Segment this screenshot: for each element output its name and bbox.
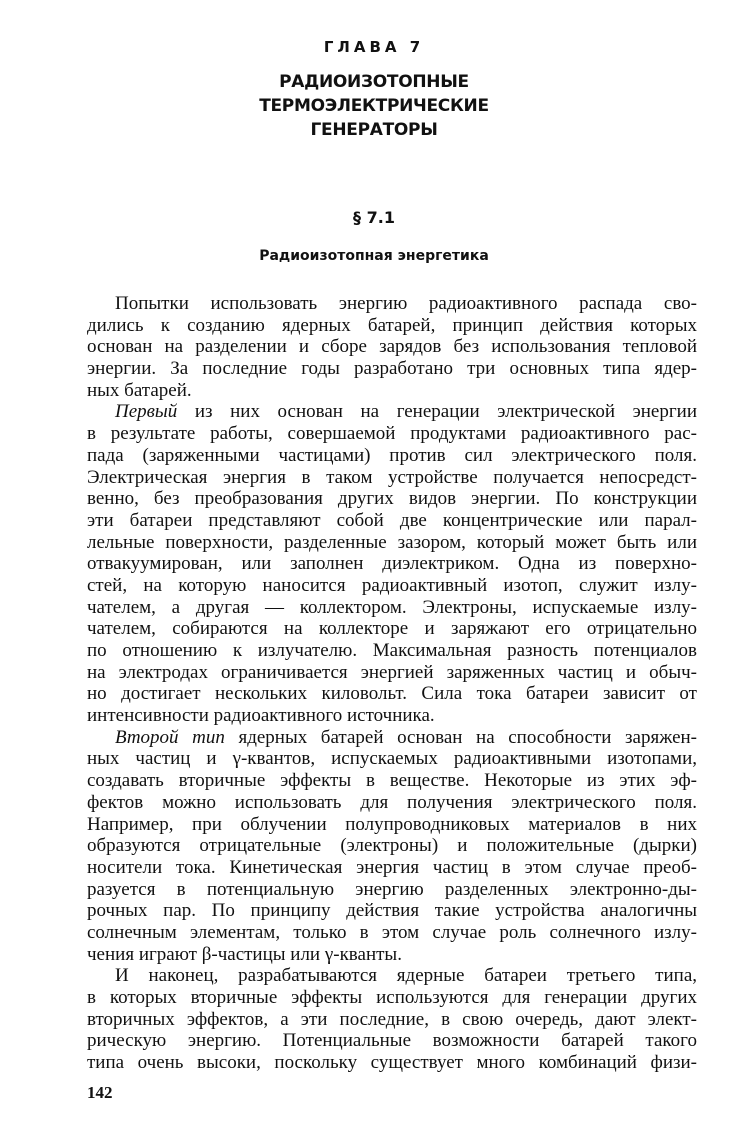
line-text: вторичных эффектов, а эти последние, в свою очередь, дают элект- <box>87 1008 697 1030</box>
text-line <box>87 423 697 445</box>
body-text <box>87 293 697 1074</box>
line-text: носители тока. Кинетическая энергия частиц в этом случае преоб- <box>87 856 697 878</box>
text-line <box>87 965 697 987</box>
italic-term: Первый <box>115 401 178 423</box>
line-text: венно, без преобразования других видов энергии. По конструкции <box>87 488 697 510</box>
line-text: чателем, а другая — коллектором. Электроны, испускаемые излу- <box>87 596 697 618</box>
line-text: типа очень высоки, поскольку существует много комбинаций физи- <box>87 1052 697 1074</box>
line-text: интенсивности радиоактивного источника. <box>87 705 435 727</box>
line-text: стей, на которую наносится радиоактивный изотоп, служит излу- <box>87 574 697 596</box>
text-line <box>87 727 697 749</box>
text-line <box>87 336 697 358</box>
line-text: в результате работы, совершаемой продуктами радиоактивного рас- <box>87 423 697 445</box>
line-text: основан на разделении и сборе зарядов без использования тепловой <box>87 336 697 358</box>
line-text: эти батареи представляют собой две концентрические или парал- <box>87 509 697 531</box>
text-line <box>87 315 697 337</box>
chapter-title-line: РАДИОИЗОТОПНЫЕ <box>279 72 469 92</box>
line-text: ядерных батарей основан на способности заряжен- <box>224 726 698 748</box>
text-line <box>87 748 697 770</box>
line-text: фектов можно использовать для получения электрического поля. <box>87 791 697 813</box>
line-text: Электрическая энергия в таком устройстве получается непосредст- <box>87 466 697 488</box>
line-text: Попытки использовать энергию радиоактивного распада сво- <box>115 293 697 314</box>
text-line <box>87 770 697 792</box>
text-line <box>87 467 697 489</box>
text-line <box>87 380 697 402</box>
chapter-label: ГЛАВА 7 <box>323 38 425 56</box>
text-line <box>87 358 697 380</box>
line-text: на электродах ограничивается энергией заряженных частиц и обыч- <box>87 661 697 683</box>
chapter-title-line: ГЕНЕРАТОРЫ <box>310 120 438 140</box>
line-text: рическую энергию. Потенциальные возможности батарей такого <box>87 1030 697 1052</box>
text-line <box>87 597 697 619</box>
text-line <box>87 553 697 575</box>
line-text: но достигает нескольких киловольт. Сила тока батареи зависит от <box>87 683 697 705</box>
text-line <box>87 900 697 922</box>
text-line <box>87 1052 697 1074</box>
text-line <box>87 510 697 532</box>
text-line <box>87 293 697 315</box>
page-number: 142 <box>87 1083 113 1102</box>
line-text: образуются отрицательные (электроны) и положительные (дырки) <box>87 835 697 857</box>
line-text: создавать вторичные эффекты в веществе. Некоторые из этих эф- <box>87 770 697 792</box>
italic-term: Второй тип <box>115 726 225 748</box>
chapter-title <box>0 70 748 142</box>
line-text: из них основан на генерации электрической энергии <box>177 401 697 423</box>
text-line <box>87 879 697 901</box>
text-line <box>87 662 697 684</box>
line-text: по отношению к излучателю. Максимальная разность потенциалов <box>87 640 697 661</box>
section-number: § 7.1 <box>353 208 395 227</box>
text-line <box>87 618 697 640</box>
text-line <box>87 944 697 966</box>
text-line <box>87 705 697 727</box>
text-line <box>87 792 697 814</box>
line-text: И наконец, разрабатываются ядерные батареи третьего типа, <box>115 965 697 987</box>
text-line <box>87 987 697 1009</box>
line-text: Например, при облучении полупроводниковых материалов в них <box>87 813 697 835</box>
line-text: рочных пар. По принципу действия такие устройства аналогичны <box>87 900 697 922</box>
section-title: Радиоизотопная энергетика <box>259 248 489 264</box>
text-line <box>87 488 697 510</box>
line-text: энергии. За последние годы разработано три основных типа ядер- <box>87 358 697 380</box>
line-text: ных батарей. <box>87 379 192 401</box>
text-line <box>87 401 697 423</box>
line-text: дились к созданию ядерных батарей, принцип действия которых <box>87 314 697 336</box>
text-line <box>87 835 697 857</box>
text-line <box>87 1030 697 1052</box>
line-text: пада (заряженными частицами) против сил электрического поля. <box>87 444 697 466</box>
line-text: солнечным элементам, только в этом случае роль солнечного излу- <box>87 921 697 943</box>
text-line <box>87 857 697 879</box>
text-line <box>87 922 697 944</box>
line-text: разуется в потенциальную энергию разделенных электронно-ды- <box>87 878 697 900</box>
text-line <box>87 683 697 705</box>
line-text: чения играют β-частицы или γ-кванты. <box>87 943 402 965</box>
text-line <box>87 1009 697 1031</box>
line-text: ных частиц и γ-квантов, испускаемых радиоактивными изотопами, <box>87 748 697 770</box>
text-line <box>87 532 697 554</box>
line-text: отвакуумирован, или заполнен диэлектриком. Одна из поверхно- <box>87 553 697 575</box>
text-line <box>87 445 697 467</box>
line-text: лельные поверхности, разделенные зазором, который может быть или <box>87 531 697 553</box>
text-line <box>87 814 697 836</box>
line-text: в которых вторичные эффекты используются для генерации других <box>87 987 697 1008</box>
chapter-title-line: ТЕРМОЭЛЕКТРИЧЕСКИЕ <box>259 96 489 116</box>
text-line <box>87 640 697 662</box>
text-line <box>87 575 697 597</box>
line-text: чателем, собираются на коллекторе и заряжают его отрицательно <box>87 618 697 640</box>
